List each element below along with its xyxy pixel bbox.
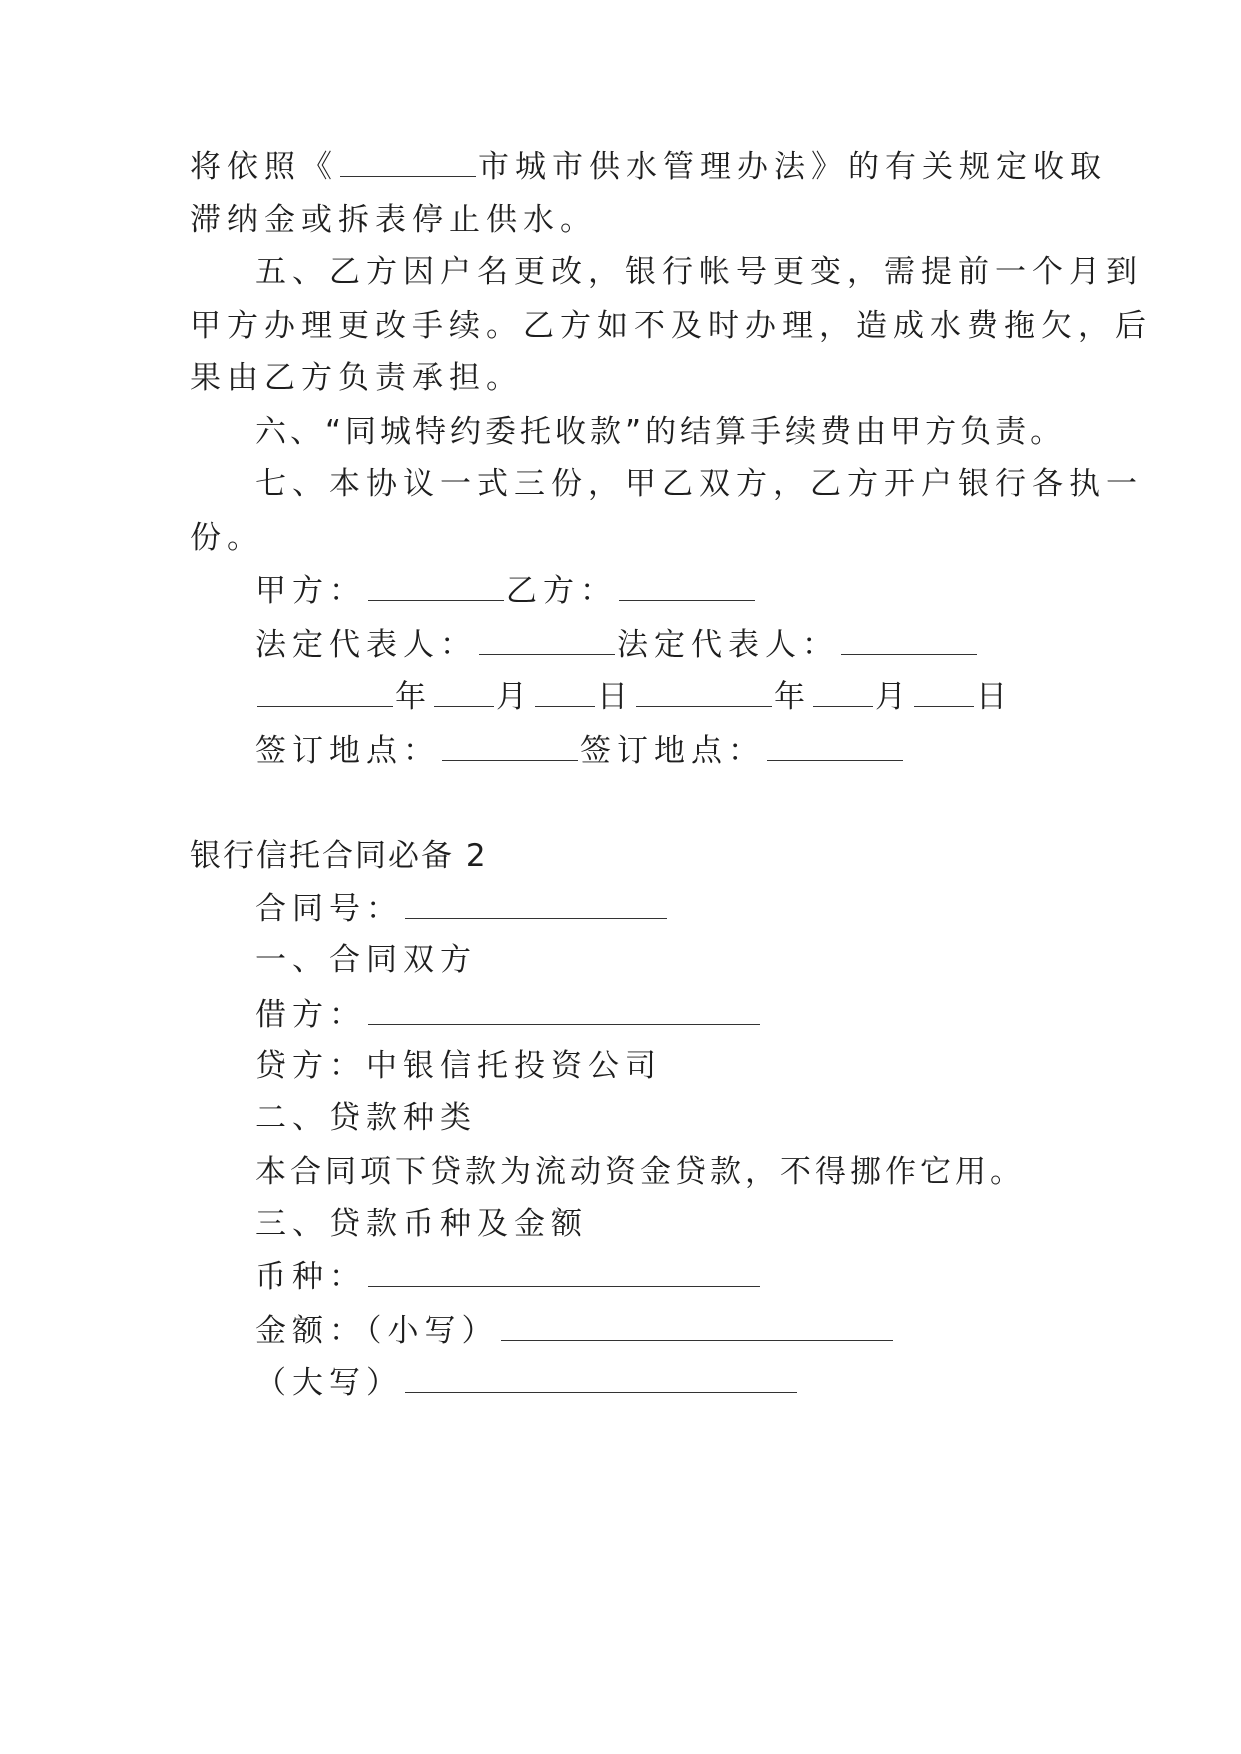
- amount-big-blank: [405, 1362, 797, 1393]
- amount-small-row: [255, 1310, 895, 1351]
- month-label: 月: [875, 679, 912, 715]
- loan-type-text: 本合同项下贷款为流动资金贷款，不得挪作它用。: [255, 1154, 1025, 1190]
- paragraph-line: 滞纳金或拆表停止供水。: [190, 202, 597, 238]
- heading-currency-amount: 三、贷款币种及金额: [255, 1206, 588, 1242]
- party-b-label: 乙方：: [506, 573, 617, 609]
- contract-number-blank: [405, 888, 667, 919]
- legal-representative-row: [255, 624, 979, 665]
- text-fragment: 市城市供水管理办法》的有关规定收取: [478, 149, 1107, 185]
- rep-a-label: 法定代表人：: [255, 627, 477, 663]
- year-label: 年: [774, 679, 811, 715]
- lender-row: 贷方：中银信托投资公司: [255, 1048, 662, 1084]
- paragraph-line: [190, 146, 1107, 187]
- currency-row: [255, 1256, 762, 1297]
- day-label: 日: [597, 679, 634, 715]
- party-a-blank: [368, 570, 504, 601]
- amount-small-blank: [501, 1310, 893, 1341]
- clause-seven-line: 七、本协议一式三份，甲乙双方，乙方开户银行各执一: [255, 466, 1143, 502]
- currency-label: 币种：: [255, 1259, 366, 1295]
- rep-b-blank: [841, 624, 977, 655]
- rep-a-blank: [479, 624, 615, 655]
- place-b-blank: [767, 730, 903, 761]
- borrower-blank: [368, 994, 760, 1025]
- currency-blank: [368, 1256, 760, 1287]
- year-blank: [257, 676, 393, 707]
- amount-small-label: 金额：（小写）: [255, 1313, 499, 1349]
- heading-loan-type: 二、贷款种类: [255, 1100, 477, 1136]
- year-label: 年: [395, 679, 432, 715]
- signing-place-row: [255, 730, 905, 771]
- party-b-blank: [619, 570, 755, 601]
- amount-big-label: （大写）: [255, 1365, 403, 1401]
- place-a-blank: [442, 730, 578, 761]
- date-row: [255, 676, 1013, 717]
- clause-six: 六、“同城特约委托收款”的结算手续费由甲方负责。: [255, 414, 1066, 450]
- clause-seven-line: 份。: [190, 520, 264, 556]
- month-label: 月: [496, 679, 533, 715]
- day-label: 日: [976, 679, 1013, 715]
- place-b-label: 签订地点：: [580, 733, 765, 769]
- contract-number-label: 合同号：: [255, 891, 403, 927]
- place-a-label: 签订地点：: [255, 733, 440, 769]
- clause-five-line: 果由乙方负责承担。: [190, 360, 523, 396]
- amount-big-row: [255, 1362, 799, 1403]
- section-title: 银行信托合同必备 2: [190, 838, 488, 874]
- year-blank: [636, 676, 772, 707]
- heading-contract-parties: 一、合同双方: [255, 942, 477, 978]
- day-blank: [535, 676, 595, 707]
- month-blank: [434, 676, 494, 707]
- clause-five-line: 甲方办理更改手续。乙方如不及时办理，造成水费拖欠，后: [190, 308, 1152, 344]
- day-blank: [914, 676, 974, 707]
- text-fragment: 将依照《: [190, 149, 338, 185]
- borrower-row: [255, 994, 762, 1035]
- borrower-label: 借方：: [255, 997, 366, 1033]
- party-a-label: 甲方：: [255, 573, 366, 609]
- contract-number-row: [255, 888, 669, 929]
- rep-b-label: 法定代表人：: [617, 627, 839, 663]
- clause-five-line: 五、乙方因户名更改，银行帐号更变，需提前一个月到: [255, 254, 1143, 290]
- signature-parties-row: [255, 570, 757, 611]
- month-blank: [813, 676, 873, 707]
- blank-underline: [340, 146, 476, 177]
